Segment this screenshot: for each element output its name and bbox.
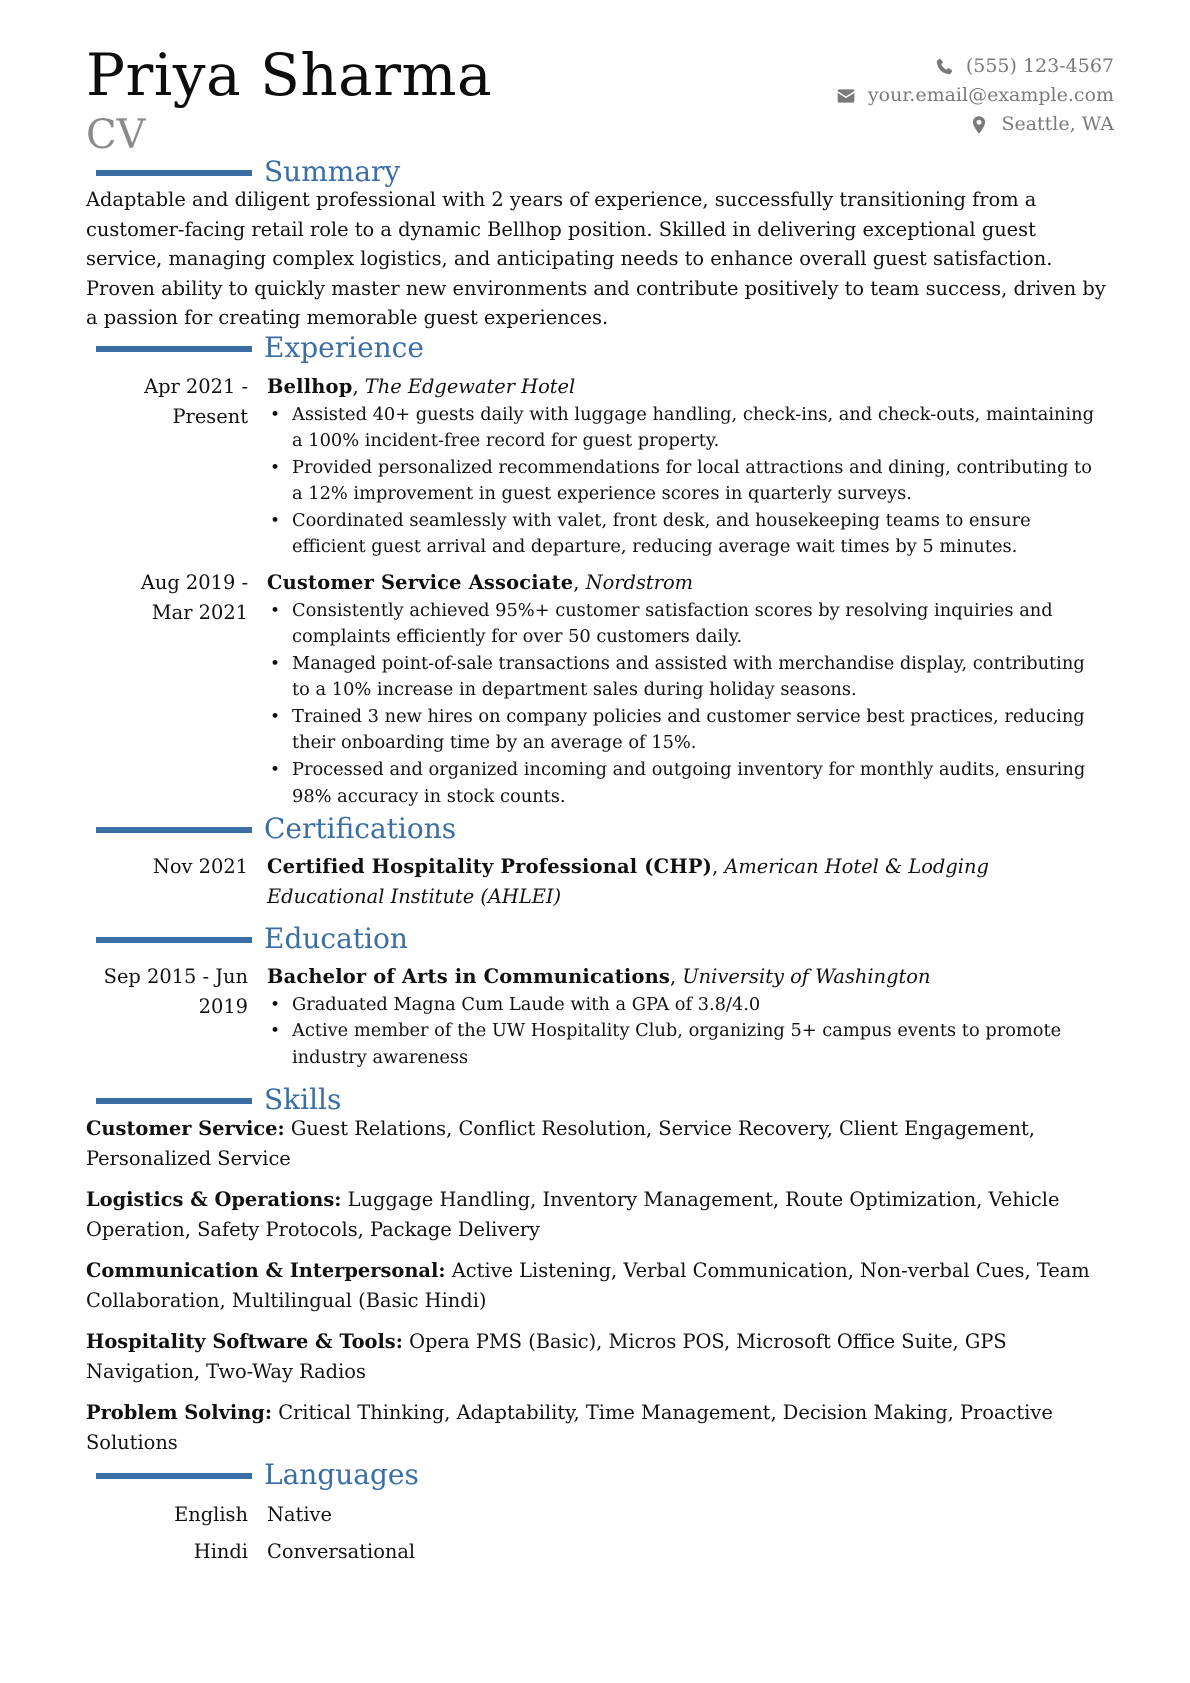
list-item: • Graduated Magna Cum Laude with a GPA of 3.8/4.0 [267, 992, 1108, 1019]
list-item: • Provided personalized recommendations for local attractions and dining, contributing to a 12% improvement in guest experience scores in quarterly surveys. [267, 455, 1108, 508]
skill-label: Hospitality Software & Tools: [86, 1330, 403, 1353]
candidate-name: Priya Sharma [86, 41, 493, 109]
degree: Bachelor of Arts in Communications [267, 965, 670, 988]
section-bar [96, 1098, 252, 1104]
section-bar [96, 170, 252, 176]
language-name: English [174, 1503, 248, 1526]
section-bar [96, 1473, 252, 1479]
section-bar [96, 827, 252, 833]
list-item: • Processed and organized incoming and outgoing inventory for monthly audits, ensuring 98% accuracy in stock counts. [267, 757, 1108, 810]
skill-group [86, 1327, 1108, 1386]
envelope-icon [836, 86, 856, 106]
experience-entry [267, 372, 1108, 561]
list-item: • Assisted 40+ guests daily with luggage handling, check-ins, and check-outs, maintaining a 100% incident-free record for guest property. [267, 402, 1108, 455]
section-title: Skills [264, 1083, 342, 1116]
date-start: Sep 2015 - Jun [103, 965, 248, 988]
skill-items: Critical Thinking, Adaptability, Time Management, Decision Making, Proactive Solutions [86, 1401, 1053, 1454]
entry-title: Certified Hospitality Professional (CHP), American Hotel & Lodging Educational Institute (AHLEI) [267, 855, 989, 908]
experience-entry [267, 568, 1108, 810]
job-org: The Edgewater Hotel [364, 375, 576, 398]
date-end: 2019 [198, 994, 248, 1018]
list-item: • Consistently achieved 95%+ customer satisfaction scores by resolving inquiries and complaints efficiently for over 50 customers daily. [267, 598, 1108, 651]
section-heading-certifications [96, 812, 456, 846]
bullet-list [267, 992, 1108, 1072]
section-title: Experience [264, 331, 424, 364]
section-bar [96, 937, 252, 943]
location-text: Seattle, WA [1001, 113, 1114, 135]
skill-group [86, 1114, 1108, 1173]
school: University of Washington [682, 965, 931, 988]
summary-text: Adaptable and diligent professional with 2 years of experience, successfully transitioning from a customer-facing retail role to a dynamic Bellhop position. Skilled in delivering exceptional guest service, managing complex logistics, and anticipating needs to enhance overall guest satisfaction. Proven ability to quickly master new environments and contribute positively to team success, driven by a passion for creating memorable guest experiences. [86, 188, 1106, 329]
entry-title: Customer Service Associate, Nordstrom [267, 571, 694, 594]
skill-label: Logistics & Operations: [86, 1188, 342, 1211]
skill-label: Communication & Interpersonal: [86, 1259, 446, 1282]
section-heading-experience [96, 331, 424, 365]
contact-info [836, 52, 1114, 139]
certification-name: Certified Hospitality Professional (CHP) [267, 855, 712, 878]
skill-label: Problem Solving: [86, 1401, 273, 1424]
date-end: Mar 2021 [151, 600, 248, 624]
phone-text[interactable]: (555) 123-4567 [965, 55, 1114, 77]
section-title: Education [264, 922, 408, 955]
phone-icon [934, 57, 954, 77]
date-start: Aug 2019 - [140, 571, 248, 594]
section-heading-skills [96, 1083, 341, 1117]
list-item: • Trained 3 new hires on company policies and customer service best practices, reducing their onboarding time by an average of 15%. [267, 704, 1108, 757]
section-heading-languages [96, 1458, 419, 1492]
date-start: Apr 2021 - [144, 375, 248, 398]
entry-title: Bachelor of Arts in Communications, University of Washington [267, 965, 931, 988]
certification-entry [267, 852, 1108, 911]
job-role: Customer Service Associate [267, 571, 574, 594]
experience-date [86, 568, 248, 627]
bullet-list [267, 598, 1108, 811]
list-item: • Active member of the UW Hospitality Club, organizing 5+ campus events to promote industry awareness [267, 1018, 1108, 1071]
section-heading-education [96, 922, 408, 956]
skill-items: Luggage Handling, Inventory Management, Route Optimization, Vehicle Operation, Safety Protocols, Package Delivery [86, 1188, 1060, 1241]
document-type: CV [86, 112, 146, 158]
list-item: • Coordinated seamlessly with valet, front desk, and housekeeping teams to ensure efficient guest arrival and departure, reducing average wait times by 5 minutes. [267, 508, 1108, 561]
date-end: Present [172, 404, 248, 428]
certification-org: American Hotel & Lodging Educational Institute (AHLEI) [267, 855, 989, 908]
skill-group [86, 1398, 1108, 1457]
experience-date [86, 372, 248, 431]
section-title: Certifications [264, 812, 457, 845]
education-date [86, 962, 248, 1021]
section-heading-summary [96, 155, 400, 189]
skill-items: Active Listening, Verbal Communication, Non-verbal Cues, Team Collaboration, Multilingual (Basic Hindi) [86, 1259, 1090, 1312]
contact-email [836, 81, 1114, 110]
skill-group [86, 1185, 1108, 1244]
education-entry [267, 962, 1108, 1071]
list-item: • Managed point-of-sale transactions and assisted with merchandise display, contributing to a 10% increase in department sales during holiday seasons. [267, 651, 1108, 704]
contact-location [836, 110, 1114, 139]
section-bar [96, 346, 252, 352]
bullet-list [267, 402, 1108, 562]
entry-title: Bellhop, The Edgewater Hotel [267, 375, 576, 398]
language-level: Conversational [267, 1540, 416, 1563]
job-role: Bellhop [267, 375, 353, 398]
language-level: Native [267, 1503, 332, 1526]
contact-phone [836, 52, 1114, 81]
job-org: Nordstrom [585, 571, 694, 594]
skill-group [86, 1256, 1108, 1315]
skill-items: Guest Relations, Conflict Resolution, Service Recovery, Client Engagement, Personalized Service [86, 1117, 1035, 1170]
skill-items: Opera PMS (Basic), Micros POS, Microsoft Office Suite, GPS Navigation, Two-Way Radios [86, 1330, 1007, 1383]
section-title: Languages [264, 1458, 419, 1491]
map-marker-icon [969, 115, 989, 135]
language-name: Hindi [193, 1540, 248, 1563]
skill-label: Customer Service: [86, 1117, 285, 1140]
section-title: Summary [264, 155, 401, 188]
email-text[interactable]: your.email@example.com [867, 84, 1114, 106]
certification-date: Nov 2021 [152, 855, 248, 878]
